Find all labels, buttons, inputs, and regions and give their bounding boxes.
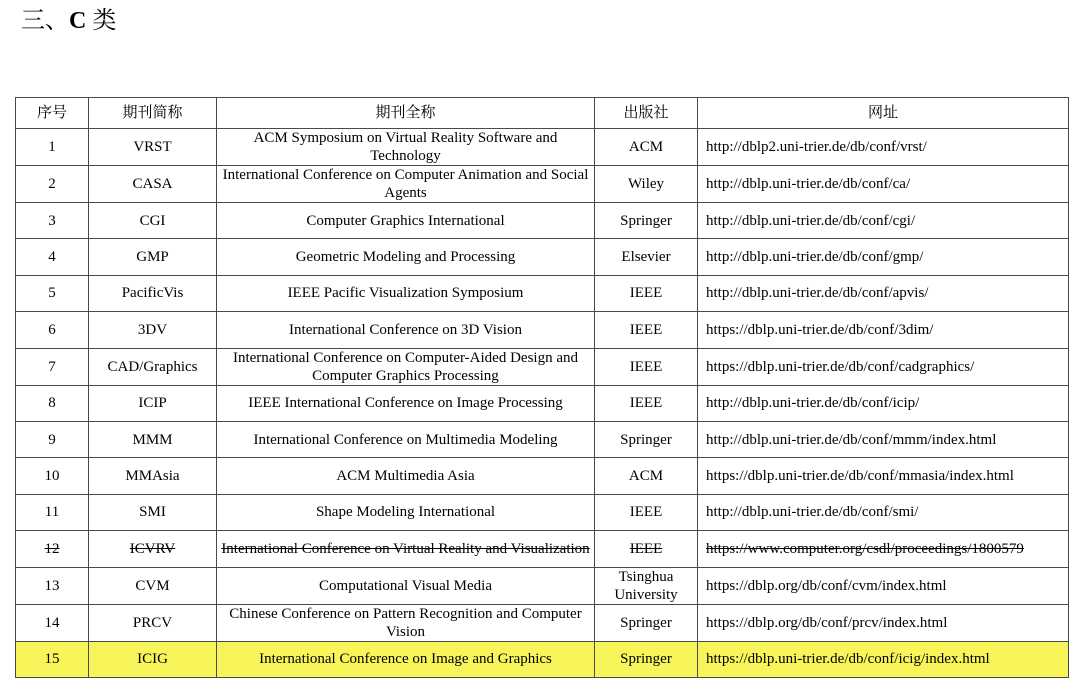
table-row: [16, 312, 1069, 348]
cell-full-name: International Conference on 3D Vision: [217, 312, 595, 348]
cell-url-link[interactable]: http://dblp.uni-trier.de/db/conf/smi/: [698, 494, 1069, 530]
cell-abbreviation: ICIP: [89, 385, 217, 421]
cell-number: 2: [16, 166, 89, 203]
cell-publisher: Tsinghua University: [595, 567, 698, 604]
table-row: [16, 421, 1069, 457]
cell-url-link[interactable]: https://dblp.org/db/conf/cvm/index.html: [698, 567, 1069, 604]
cell-abbreviation: CASA: [89, 166, 217, 203]
cell-abbreviation: GMP: [89, 239, 217, 275]
cell-number: 12: [16, 531, 89, 567]
table-row: [16, 385, 1069, 421]
cell-publisher: IEEE: [595, 385, 698, 421]
cell-full-name: International Conference on Virtual Reality and Visualization: [217, 531, 595, 567]
cell-url-link[interactable]: http://dblp.uni-trier.de/db/conf/cgi/: [698, 203, 1069, 239]
cell-abbreviation: SMI: [89, 494, 217, 530]
cell-url-link[interactable]: https://dblp.uni-trier.de/db/conf/mmasia/index.html: [698, 458, 1069, 494]
cell-number: 14: [16, 604, 89, 641]
table-row: [16, 567, 1069, 604]
cell-full-name: Shape Modeling International: [217, 494, 595, 530]
cell-full-name: IEEE Pacific Visualization Symposium: [217, 275, 595, 311]
table-body: [16, 129, 1069, 678]
cell-full-name: Geometric Modeling and Processing: [217, 239, 595, 275]
cell-number: 5: [16, 275, 89, 311]
cell-url-link[interactable]: http://dblp.uni-trier.de/db/conf/mmm/index.html: [698, 421, 1069, 457]
cell-abbreviation: 3DV: [89, 312, 217, 348]
cell-publisher: IEEE: [595, 312, 698, 348]
cell-number: 15: [16, 641, 89, 677]
cell-number: 10: [16, 458, 89, 494]
cell-abbreviation: PRCV: [89, 604, 217, 641]
cell-publisher: IEEE: [595, 348, 698, 385]
table-row: [16, 641, 1069, 677]
cell-url-link[interactable]: http://dblp.uni-trier.de/db/conf/ca/: [698, 166, 1069, 203]
col-header-full-name: 期刊全称: [217, 98, 595, 129]
cell-publisher: ACM: [595, 458, 698, 494]
cell-url-link[interactable]: https://www.computer.org/csdl/proceedings/1800579: [698, 531, 1069, 567]
cell-url-link[interactable]: https://dblp.uni-trier.de/db/conf/3dim/: [698, 312, 1069, 348]
cell-abbreviation: MMAsia: [89, 458, 217, 494]
col-header-number: 序号: [16, 98, 89, 129]
cell-full-name: Chinese Conference on Pattern Recognition and Computer Vision: [217, 604, 595, 641]
col-header-abbreviation: 期刊简称: [89, 98, 217, 129]
cell-publisher: Elsevier: [595, 239, 698, 275]
cell-number: 7: [16, 348, 89, 385]
cell-full-name: Computer Graphics International: [217, 203, 595, 239]
table-row: [16, 494, 1069, 530]
cell-url-link[interactable]: http://dblp.uni-trier.de/db/conf/gmp/: [698, 239, 1069, 275]
cell-abbreviation: ICIG: [89, 641, 217, 677]
cell-abbreviation: CVM: [89, 567, 217, 604]
cell-full-name: ACM Multimedia Asia: [217, 458, 595, 494]
cell-url-link[interactable]: http://dblp.uni-trier.de/db/conf/apvis/: [698, 275, 1069, 311]
col-header-publisher: 出版社: [595, 98, 698, 129]
col-header-url: 网址: [698, 98, 1069, 129]
table-row: [16, 531, 1069, 567]
table-row: [16, 239, 1069, 275]
conference-table: [15, 97, 1069, 678]
cell-number: 3: [16, 203, 89, 239]
table-header-row: [16, 98, 1069, 129]
cell-publisher: IEEE: [595, 275, 698, 311]
cell-url-link[interactable]: http://dblp2.uni-trier.de/db/conf/vrst/: [698, 129, 1069, 166]
cell-abbreviation: CGI: [89, 203, 217, 239]
heading-prefix: 三、: [21, 8, 69, 34]
cell-url-link[interactable]: http://dblp.uni-trier.de/db/conf/icip/: [698, 385, 1069, 421]
cell-publisher: Springer: [595, 604, 698, 641]
cell-full-name: IEEE International Conference on Image Processing: [217, 385, 595, 421]
cell-full-name: ACM Symposium on Virtual Reality Software and Technology: [217, 129, 595, 166]
cell-full-name: Computational Visual Media: [217, 567, 595, 604]
cell-number: 1: [16, 129, 89, 166]
cell-abbreviation: CAD/Graphics: [89, 348, 217, 385]
cell-url-link[interactable]: https://dblp.uni-trier.de/db/conf/icig/index.html: [698, 641, 1069, 677]
section-heading: [21, 4, 116, 38]
table-row: [16, 604, 1069, 641]
cell-full-name: International Conference on Multimedia Modeling: [217, 421, 595, 457]
cell-number: 11: [16, 494, 89, 530]
heading-letter: C: [69, 8, 87, 34]
cell-publisher: IEEE: [595, 494, 698, 530]
cell-number: 4: [16, 239, 89, 275]
table-row: [16, 458, 1069, 494]
cell-full-name: International Conference on Image and Graphics: [217, 641, 595, 677]
cell-number: 8: [16, 385, 89, 421]
cell-publisher: IEEE: [595, 531, 698, 567]
cell-number: 9: [16, 421, 89, 457]
cell-abbreviation: PacificVis: [89, 275, 217, 311]
table-row: [16, 166, 1069, 203]
cell-full-name: International Conference on Computer Animation and Social Agents: [217, 166, 595, 203]
heading-suffix: 类: [86, 8, 117, 34]
cell-abbreviation: ICVRV: [89, 531, 217, 567]
table-row: [16, 129, 1069, 166]
table-row: [16, 203, 1069, 239]
cell-url-link[interactable]: https://dblp.uni-trier.de/db/conf/cadgraphics/: [698, 348, 1069, 385]
cell-publisher: ACM: [595, 129, 698, 166]
cell-abbreviation: MMM: [89, 421, 217, 457]
table-row: [16, 275, 1069, 311]
cell-full-name: International Conference on Computer-Aided Design and Computer Graphics Processing: [217, 348, 595, 385]
cell-abbreviation: VRST: [89, 129, 217, 166]
cell-number: 6: [16, 312, 89, 348]
table-row: [16, 348, 1069, 385]
cell-url-link[interactable]: https://dblp.org/db/conf/prcv/index.html: [698, 604, 1069, 641]
cell-publisher: Springer: [595, 421, 698, 457]
cell-number: 13: [16, 567, 89, 604]
cell-publisher: Springer: [595, 203, 698, 239]
cell-publisher: Wiley: [595, 166, 698, 203]
cell-publisher: Springer: [595, 641, 698, 677]
